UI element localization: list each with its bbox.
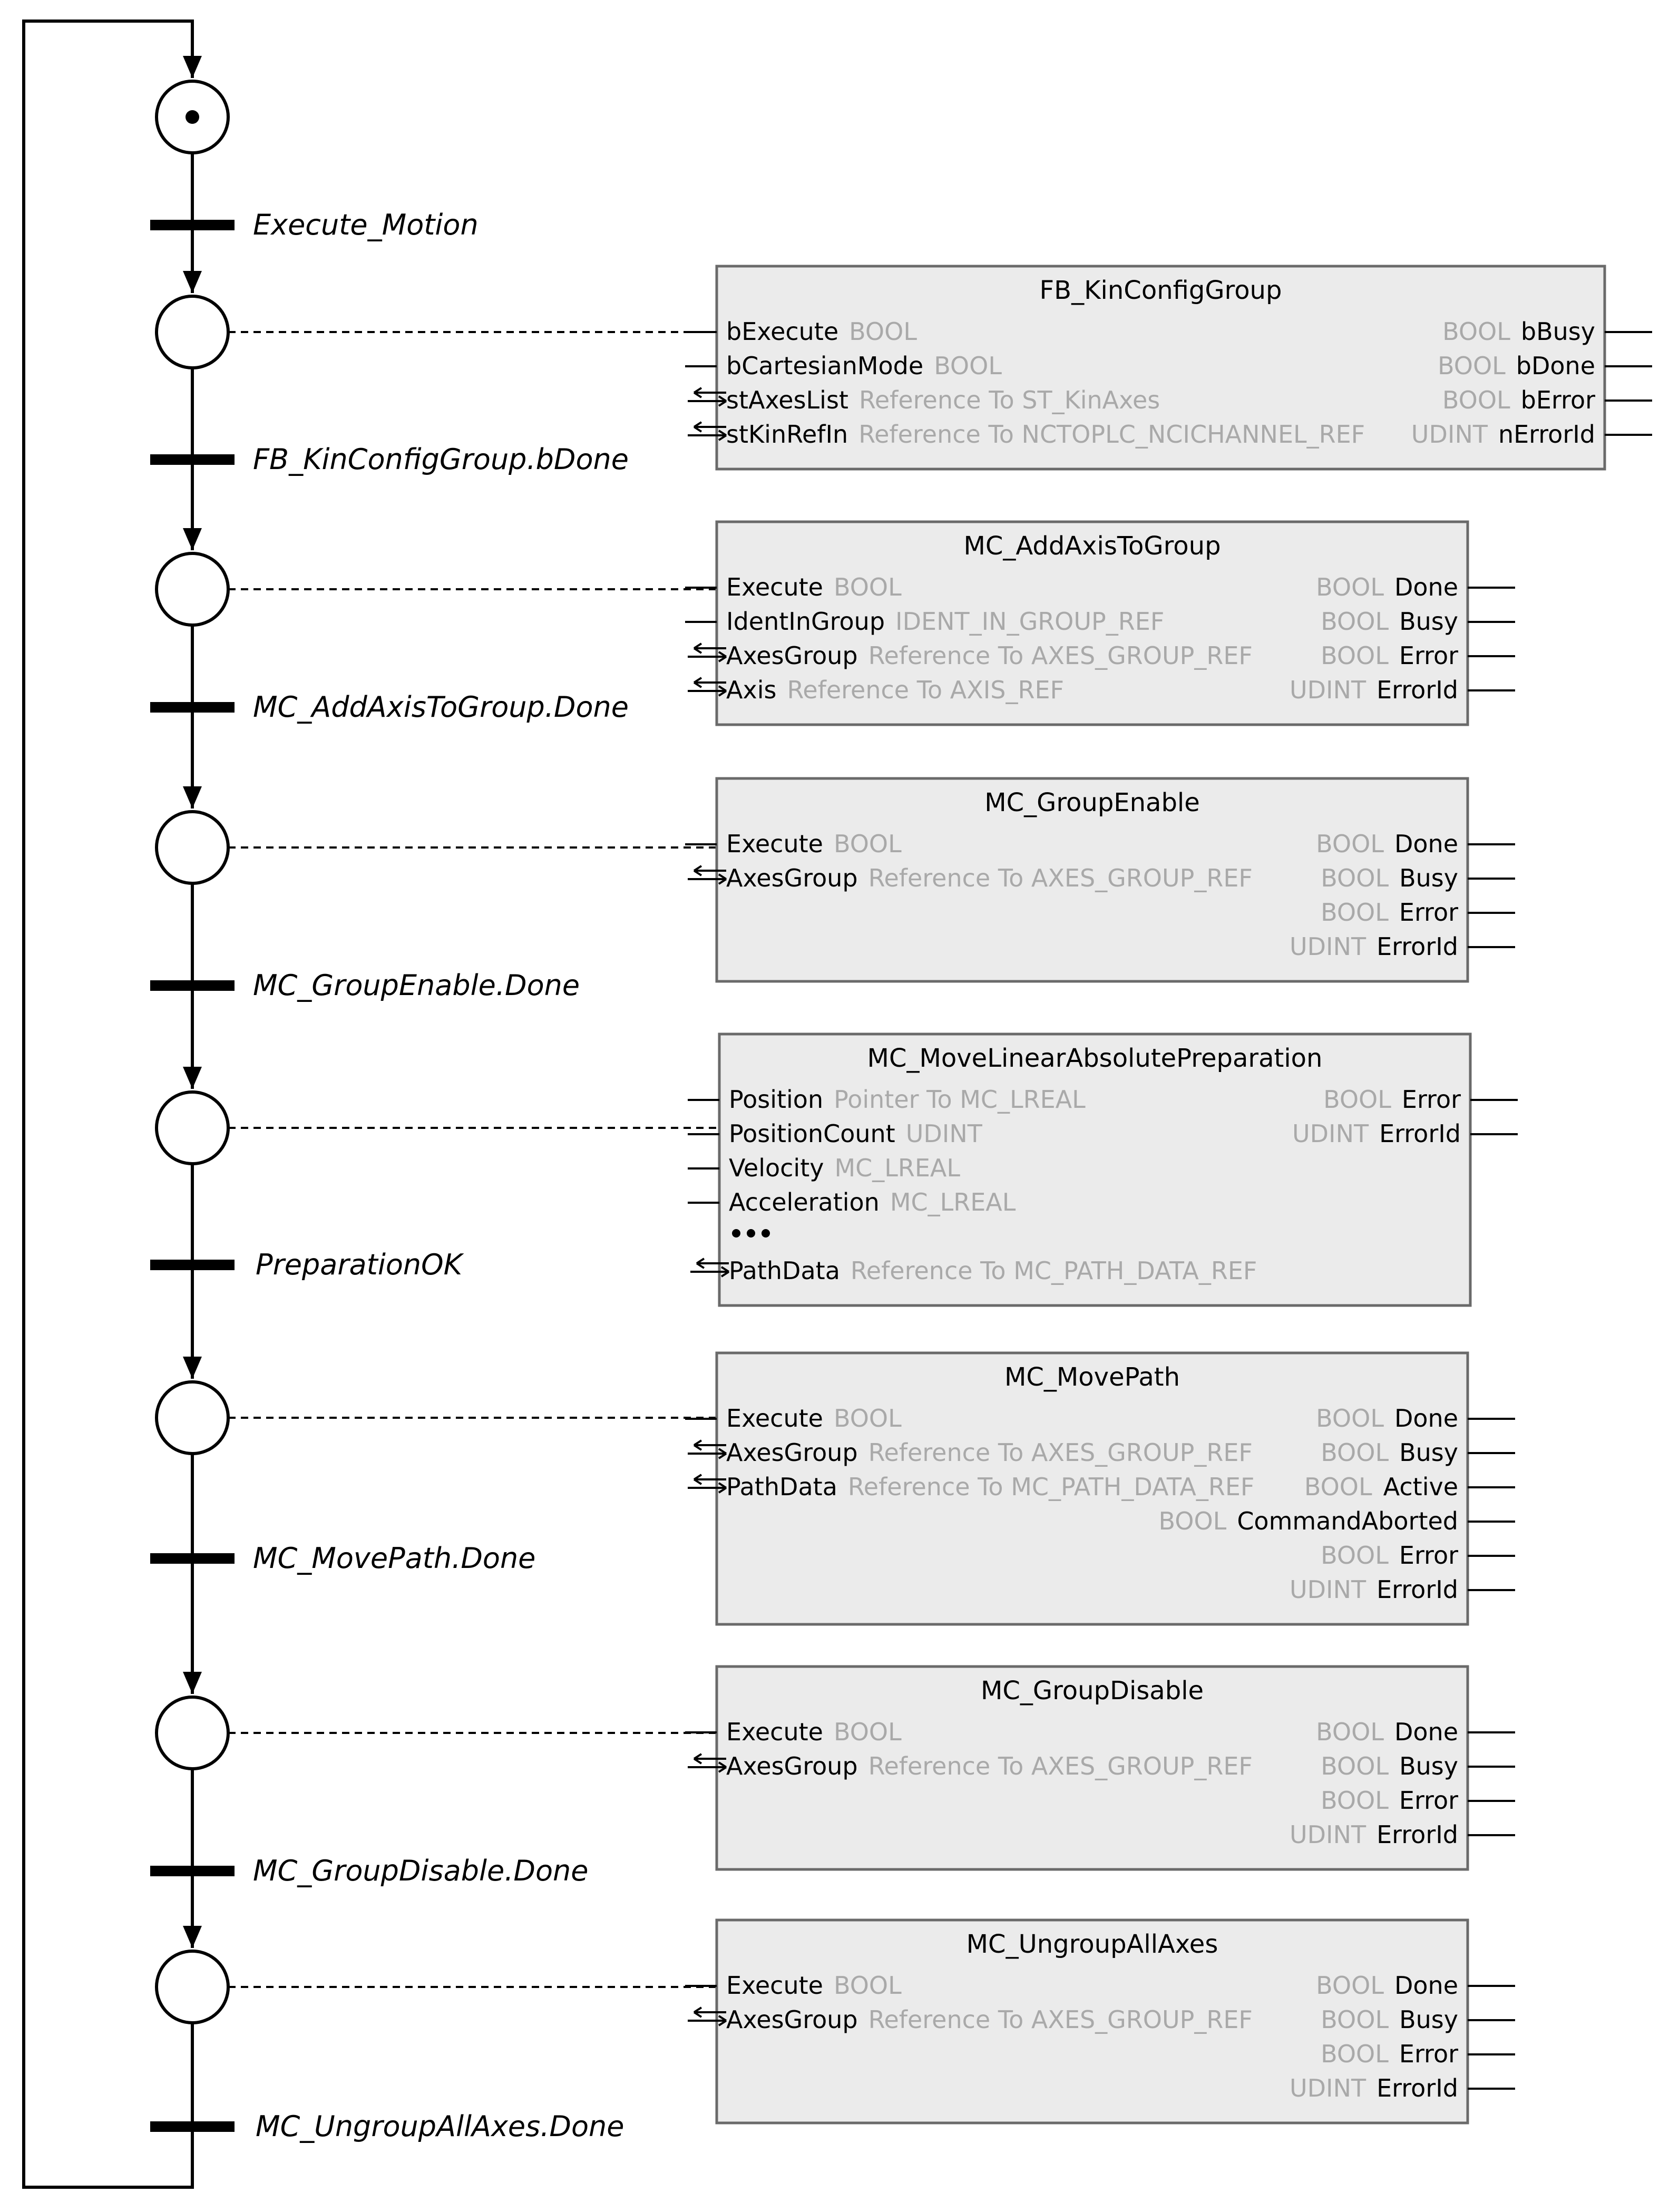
input-pin-name: AxesGroup: [726, 1438, 858, 1467]
output-pin: [1438, 352, 1595, 380]
output-pin-name: ErrorId: [1377, 932, 1458, 961]
input-pin: [726, 1752, 1253, 1780]
output-pin-type: BOOL: [1321, 1541, 1389, 1570]
output-pin-type: UDINT: [1411, 420, 1488, 449]
input-pin: [729, 1085, 1086, 1114]
input-pin-type: MC_LREAL: [834, 1154, 961, 1182]
output-pin-name: Error: [1401, 1085, 1461, 1114]
output-pin-name: ErrorId: [1377, 1575, 1458, 1604]
inout-arrow-icon: [688, 431, 726, 440]
output-pin-type: UDINT: [1289, 1575, 1366, 1604]
transition-condition: FB_KinConfigGroup.bDone: [253, 443, 629, 476]
input-pin-type: MC_LREAL: [890, 1188, 1016, 1216]
function-blocks: [685, 266, 1652, 2123]
function-block-title: MC_MovePath: [1004, 1362, 1180, 1392]
function-block[interactable]: [685, 266, 1652, 469]
output-pin-name: Error: [1399, 1786, 1458, 1815]
output-pin-type: BOOL: [1321, 607, 1389, 636]
output-pin-type: UDINT: [1289, 676, 1366, 704]
input-pin-name: AxesGroup: [726, 641, 858, 670]
output-pin-name: bError: [1520, 386, 1595, 414]
output-pin-type: BOOL: [1316, 1718, 1384, 1746]
output-pin-name: Busy: [1399, 1752, 1458, 1780]
input-pin-type: Reference To AXIS_REF: [787, 676, 1064, 704]
output-pin-type: BOOL: [1321, 898, 1389, 927]
output-pin-name: bBusy: [1520, 317, 1595, 346]
transition-condition: MC_GroupDisable.Done: [253, 1854, 589, 1887]
output-pin-name: bDone: [1516, 352, 1595, 380]
input-pin: [726, 1473, 1254, 1501]
input-pin-name: Acceleration: [729, 1188, 880, 1216]
input-pin: [726, 1971, 902, 2000]
input-pin-type: Reference To MC_PATH_DATA_REF: [847, 1473, 1255, 1501]
output-pin-type: UDINT: [1289, 932, 1366, 961]
input-pin-name: Execute: [726, 1718, 823, 1746]
inout-arrow-icon: [688, 1483, 726, 1493]
input-pin-name: bCartesianMode: [726, 352, 924, 380]
input-pin-type: BOOL: [934, 352, 1002, 380]
function-block-title: MC_UngroupAllAxes: [966, 1930, 1218, 1959]
input-pin-name: bExecute: [726, 317, 839, 346]
function-block[interactable]: [685, 1353, 1515, 1624]
output-pin-name: ErrorId: [1377, 1820, 1458, 1849]
input-pin-name: Velocity: [729, 1154, 824, 1182]
output-pin-name: Done: [1394, 573, 1458, 601]
output-pin-name: Active: [1383, 1473, 1458, 1501]
output-pin-name: Done: [1394, 1718, 1458, 1746]
input-pin: [726, 641, 1253, 670]
output-pin-type: UDINT: [1292, 1119, 1369, 1148]
output-pin-type: UDINT: [1289, 2074, 1366, 2102]
transition-condition: MC_GroupEnable.Done: [253, 969, 580, 1002]
output-pin-type: BOOL: [1316, 1971, 1384, 2000]
input-pin-type: UDINT: [905, 1119, 982, 1148]
function-block[interactable]: [685, 1920, 1515, 2123]
input-pin-type: BOOL: [833, 1971, 902, 2000]
sequence-flow: [24, 21, 719, 2187]
input-pin-type: Reference To AXES_GROUP_REF: [868, 1438, 1253, 1467]
inout-arrow-icon: [688, 2016, 726, 2025]
output-pin-type: BOOL: [1316, 573, 1384, 601]
transition-bar: [150, 454, 235, 465]
transition-bar: [150, 1260, 235, 1270]
function-block[interactable]: [688, 1034, 1518, 1305]
input-pin-name: stAxesList: [726, 386, 848, 414]
input-pin-name: AxesGroup: [726, 2005, 858, 2034]
transition-bar: [150, 980, 235, 991]
input-pin-type: Reference To AXES_GROUP_REF: [868, 641, 1253, 670]
output-pin-type: BOOL: [1321, 641, 1389, 670]
input-pin-name: PathData: [726, 1473, 837, 1501]
output-pin-name: CommandAborted: [1237, 1507, 1458, 1535]
inout-arrow-icon: [688, 874, 726, 884]
input-pin: [726, 573, 902, 601]
input-pin-type: Pointer To MC_LREAL: [834, 1085, 1086, 1114]
input-pin-name: Execute: [726, 830, 823, 858]
input-pin: [726, 386, 1160, 414]
output-pin-name: ErrorId: [1377, 2074, 1458, 2102]
transition-condition: MC_MovePath.Done: [253, 1542, 536, 1575]
input-pin: [726, 352, 1002, 380]
inout-arrow-icon: [690, 1267, 729, 1276]
function-block-title: FB_KinConfigGroup: [1039, 276, 1282, 305]
function-block-title: MC_MoveLinearAbsolutePreparation: [867, 1044, 1323, 1073]
transition-condition: PreparationOK: [256, 1248, 463, 1281]
more-pins-icon: [747, 1229, 755, 1237]
step-1: [157, 296, 228, 368]
function-block-title: MC_GroupDisable: [980, 1676, 1204, 1706]
input-pin-type: IDENT_IN_GROUP_REF: [895, 607, 1165, 636]
output-pin-name: Done: [1394, 1404, 1458, 1433]
function-block[interactable]: [685, 1667, 1515, 1869]
inout-arrow-icon: [688, 1762, 726, 1772]
output-pin-name: Busy: [1399, 607, 1458, 636]
output-pin-type: BOOL: [1316, 1404, 1384, 1433]
step-3: [157, 812, 228, 883]
input-pin-type: Reference To NCTOPLC_NCICHANNEL_REF: [858, 420, 1365, 449]
input-pin-name: AxesGroup: [726, 1752, 858, 1780]
input-pin-type: BOOL: [833, 573, 902, 601]
input-pin-name: AxesGroup: [726, 864, 858, 892]
output-pin-type: BOOL: [1437, 352, 1506, 380]
more-pins-icon: [762, 1229, 770, 1237]
output-pin-name: ErrorId: [1379, 1119, 1461, 1148]
input-pin-name: PathData: [729, 1256, 840, 1285]
transition-bar: [150, 220, 235, 230]
output-pin: [1159, 1507, 1458, 1535]
initial-step-marker: [186, 110, 199, 124]
transition-bar: [150, 702, 235, 713]
function-block-title: MC_GroupEnable: [984, 788, 1200, 817]
input-pin-name: stKinRefIn: [726, 420, 848, 449]
input-pin-name: Axis: [726, 676, 777, 704]
input-pin: [729, 1119, 983, 1148]
step-6: [157, 1697, 228, 1769]
output-pin-name: Error: [1399, 898, 1458, 927]
inout-arrow-icon: [688, 396, 726, 406]
input-pin-type: BOOL: [849, 317, 917, 346]
input-pin-name: Execute: [726, 1971, 823, 2000]
output-pin-type: BOOL: [1304, 1473, 1373, 1501]
step-5: [157, 1382, 228, 1454]
output-pin-type: UDINT: [1289, 1820, 1366, 1849]
input-pin-type: Reference To MC_PATH_DATA_REF: [850, 1256, 1257, 1285]
input-pin-name: IdentInGroup: [726, 607, 885, 636]
transition-condition: Execute_Motion: [253, 208, 479, 241]
output-pin-type: BOOL: [1316, 830, 1384, 858]
output-pin-name: nErrorId: [1498, 420, 1595, 449]
transition-condition: MC_UngroupAllAxes.Done: [256, 2110, 624, 2143]
output-pin-name: ErrorId: [1377, 676, 1458, 704]
step-4: [157, 1092, 228, 1164]
transition-bar: [150, 2121, 235, 2132]
function-block[interactable]: [685, 778, 1515, 981]
step-7: [157, 1951, 228, 2023]
input-pin-name: PositionCount: [729, 1119, 895, 1148]
input-pin: [726, 420, 1365, 449]
input-pin-name: Execute: [726, 1404, 823, 1433]
output-pin-type: BOOL: [1321, 2040, 1389, 2068]
input-pin-type: BOOL: [833, 830, 902, 858]
input-pin: [726, 607, 1164, 636]
inout-arrow-icon: [688, 686, 726, 696]
output-pin-type: BOOL: [1323, 1085, 1391, 1114]
more-pins-icon: [732, 1229, 740, 1237]
input-pin-type: Reference To AXES_GROUP_REF: [868, 864, 1253, 892]
output-pin-type: BOOL: [1321, 1752, 1389, 1780]
output-pin-name: Error: [1399, 1541, 1458, 1570]
output-pin-name: Error: [1399, 2040, 1458, 2068]
output-pin-type: BOOL: [1158, 1507, 1227, 1535]
inout-arrow-icon: [688, 1449, 726, 1458]
input-pin: [726, 864, 1253, 892]
input-pin: [726, 2005, 1253, 2034]
output-pin-type: BOOL: [1321, 1438, 1389, 1467]
input-pin: [726, 317, 917, 346]
transition-condition: MC_AddAxisToGroup.Done: [253, 690, 629, 724]
input-pin-type: Reference To ST_KinAxes: [858, 386, 1160, 414]
output-pin: [1411, 420, 1595, 449]
transition-bar: [150, 1866, 235, 1876]
input-pin-type: BOOL: [833, 1404, 902, 1433]
output-pin-name: Done: [1394, 1971, 1458, 2000]
step-2: [157, 553, 228, 625]
input-pin: [726, 1718, 902, 1746]
input-pin-name: Position: [729, 1085, 824, 1114]
output-pin-name: Busy: [1399, 864, 1458, 892]
function-block-title: MC_AddAxisToGroup: [963, 531, 1221, 561]
output-pin-name: Done: [1394, 830, 1458, 858]
output-pin-name: Busy: [1399, 1438, 1458, 1467]
output-pin-name: Error: [1399, 641, 1458, 670]
output-pin-name: Busy: [1399, 2005, 1458, 2034]
output-pin-type: BOOL: [1321, 2005, 1389, 2034]
input-pin-type: Reference To AXES_GROUP_REF: [868, 2005, 1253, 2034]
function-block[interactable]: [685, 522, 1515, 725]
transition-bar: [150, 1553, 235, 1564]
inout-arrow-icon: [688, 652, 726, 661]
output-pin-type: BOOL: [1442, 386, 1510, 414]
input-pin: [729, 1154, 960, 1182]
input-pin: [729, 1188, 1016, 1216]
output-pin-type: BOOL: [1321, 1786, 1389, 1815]
input-pin-name: Execute: [726, 573, 823, 601]
input-pin: [726, 1438, 1253, 1467]
output-pin-type: BOOL: [1321, 864, 1389, 892]
input-pin-type: BOOL: [833, 1718, 902, 1746]
input-pin: [729, 1256, 1257, 1285]
output-pin-type: BOOL: [1442, 317, 1510, 346]
input-pin: [726, 1404, 902, 1433]
input-pin-type: Reference To AXES_GROUP_REF: [868, 1752, 1253, 1780]
input-pin: [726, 830, 902, 858]
